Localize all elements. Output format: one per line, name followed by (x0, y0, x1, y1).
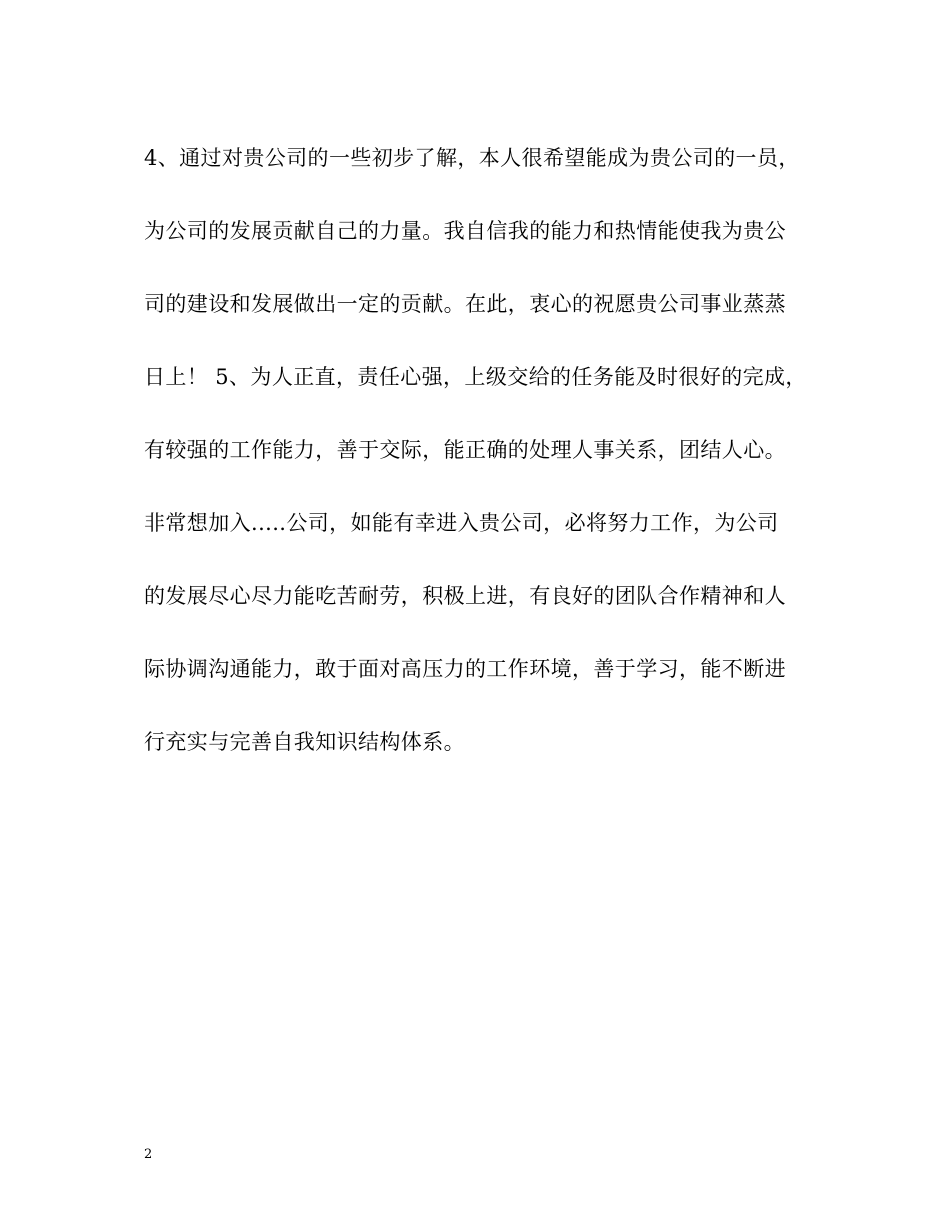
text-line-6: 非常想加入.....公司，如能有幸进入贵公司，必将努力工作，为公司 (144, 511, 779, 535)
text-line-7: 的发展尽心尽力能吃苦耐劳，积极上进，有良好的团队合作精神和人 (144, 584, 786, 608)
text-line-5: 有较强的工作能力，善于交际，能正确的处理人事关系，团结人心。 (144, 438, 786, 462)
text-line-9: 行充实与完善自我知识结构体系。 (144, 730, 465, 754)
body-text (144, 138, 824, 795)
text-line-2: 为公司的发展贡献自己的力量。我自信我的能力和热情能使我为贵公 (144, 219, 786, 243)
text-line-3: 司的建设和发展做出一定的贡献。在此，衷心的祝愿贵公司事业蒸蒸 (144, 292, 786, 316)
text-line-1: 4、通过对贵公司的一些初步了解，本人很希望能成为贵公司的一员， (144, 146, 800, 170)
text-line-4: 日上！ 5、为人正直，责任心强，上级交给的任务能及时很好的完成， (144, 365, 807, 389)
text-line-8: 际协调沟通能力，敢于面对高压力的工作环境，善于学习，能不断进 (144, 657, 786, 681)
page-number: 2 (144, 1147, 153, 1162)
